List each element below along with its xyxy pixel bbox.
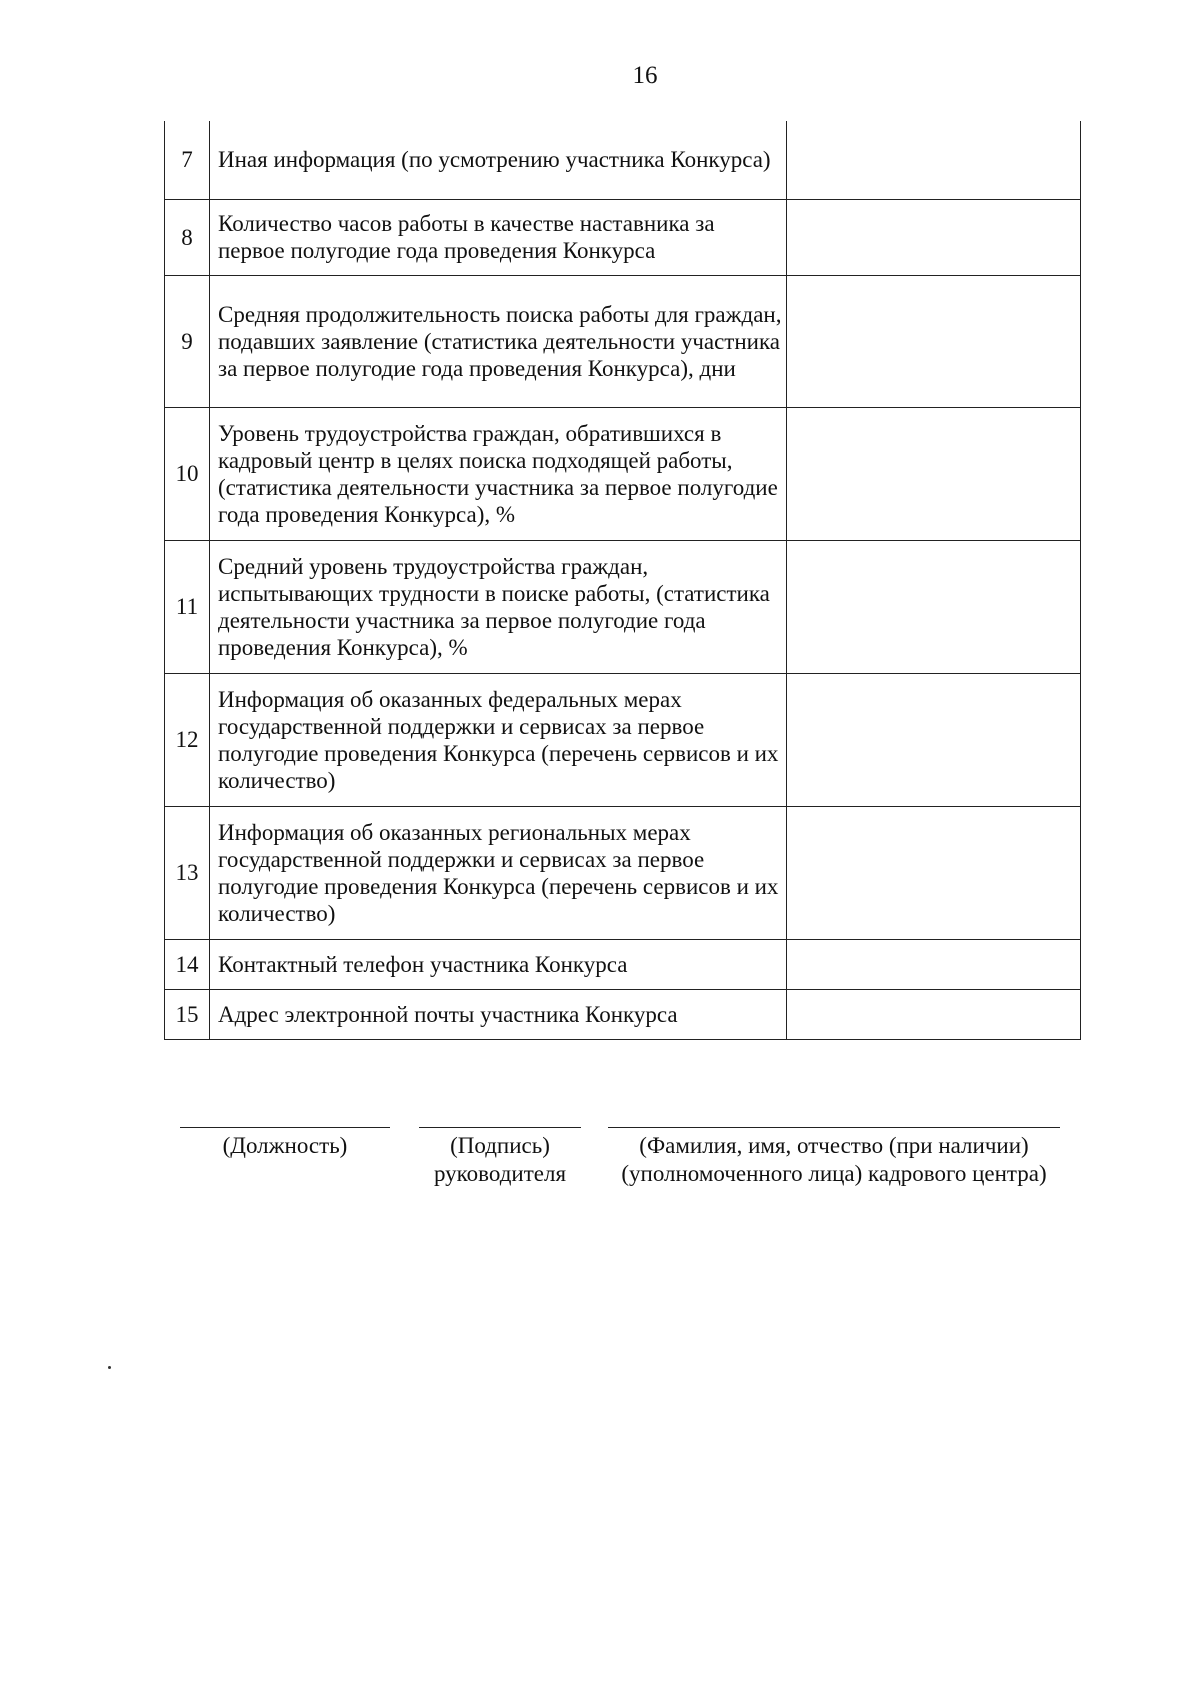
row-text: Информация об оказанных федеральных мерах государственной поддержки и сервисах за первое полугодие проведения Конкурса (перечень сервисов и их количество)	[210, 673, 787, 806]
row-number: 7	[165, 121, 210, 199]
table-row	[165, 540, 1081, 673]
table-row	[165, 989, 1081, 1039]
row-text: Иная информация (по усмотрению участника Конкурса)	[210, 121, 787, 199]
row-text: Средний уровень трудоустройства граждан, испытывающих трудности в поиске работы, (статистика деятельности участника за первое полугодие года проведения Конкурса), %	[210, 540, 787, 673]
table-row	[165, 121, 1081, 199]
row-value[interactable]	[787, 199, 1081, 275]
row-number: 13	[165, 806, 210, 939]
table-row	[165, 806, 1081, 939]
row-text: Адрес электронной почты участника Конкурса	[210, 989, 787, 1039]
signature-line	[419, 1127, 581, 1128]
row-value[interactable]	[787, 989, 1081, 1039]
name-block	[604, 1127, 1064, 1188]
row-number: 8	[165, 199, 210, 275]
name-label: (Фамилия, имя, отчество (при наличии)	[639, 1133, 1029, 1158]
row-value[interactable]	[787, 121, 1081, 199]
position-line	[180, 1127, 390, 1128]
row-number: 9	[165, 275, 210, 407]
row-value[interactable]	[787, 407, 1081, 540]
signature-label: (Подпись)	[450, 1133, 550, 1158]
row-number: 12	[165, 673, 210, 806]
page-number: 16	[632, 62, 658, 89]
table-row	[165, 939, 1081, 989]
scan-speck	[108, 1366, 111, 1369]
row-text: Уровень трудоустройства граждан, обратившихся в кадровый центр в целях поиска подходящей работы, (статистика деятельности участника за первое полугодие года проведения Конкурса), %	[210, 407, 787, 540]
info-table	[164, 121, 1081, 1040]
row-number: 11	[165, 540, 210, 673]
row-text: Количество часов работы в качестве наставника за первое полугодие года проведения Конкурса	[210, 199, 787, 275]
row-value[interactable]	[787, 673, 1081, 806]
name-sub-label: (уполномоченного лица) кадрового центра)	[621, 1161, 1047, 1186]
table-row	[165, 199, 1081, 275]
row-value[interactable]	[787, 540, 1081, 673]
row-value[interactable]	[787, 806, 1081, 939]
position-block	[180, 1127, 390, 1160]
table-row	[165, 673, 1081, 806]
row-number: 10	[165, 407, 210, 540]
row-text: Контактный телефон участника Конкурса	[210, 939, 787, 989]
row-value[interactable]	[787, 939, 1081, 989]
row-number: 15	[165, 989, 210, 1039]
row-value[interactable]	[787, 275, 1081, 407]
row-text: Информация об оказанных региональных мерах государственной поддержки и сервисах за первое полугодие проведения Конкурса (перечень сервисов и их количество)	[210, 806, 787, 939]
row-text: Средняя продолжительность поиска работы для граждан, подавших заявление (статистика деятельности участника за первое полугодие года проведения Конкурса), дни	[210, 275, 787, 407]
position-label: (Должность)	[222, 1133, 348, 1158]
row-number: 14	[165, 939, 210, 989]
table-row	[165, 275, 1081, 407]
table-row	[165, 407, 1081, 540]
signature-sub-label: руководителя	[433, 1161, 567, 1186]
signature-block	[419, 1127, 581, 1188]
name-line	[608, 1127, 1060, 1128]
